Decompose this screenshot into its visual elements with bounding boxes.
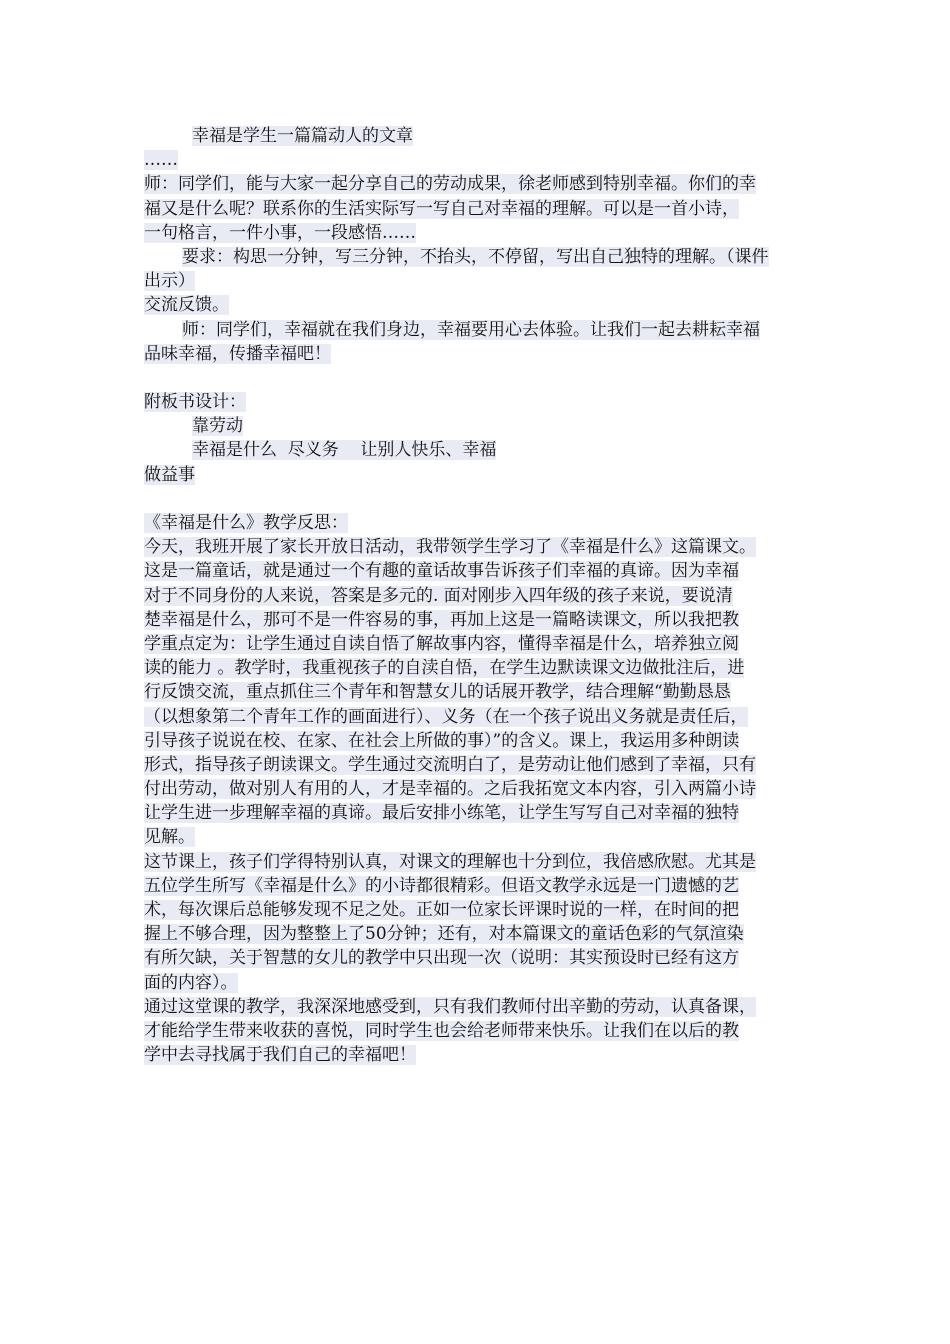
paragraph-line: 让学生进一步理解幸福的真谛。最后安排小练笔，让学生写写自己对幸福的独特 [144,803,739,824]
board-line: 幸福是什么 尽义务 让别人快乐、幸福 [192,440,497,461]
ellipsis-line: …… [144,150,178,171]
paragraph-line: 通过这堂课的教学，我深深地感受到，只有我们教师付出辛勤的劳动，认真备课， [144,996,756,1017]
paragraph-line: 楚幸福是什么，那可不是一件容易的事，再加上这是一篇略读课文，所以我把教 [144,609,739,630]
spacer [144,366,814,390]
paragraph-line: 才能给学生带来收获的喜悦，同时学生也会给老师带来快乐。让我们在以后的教 [144,1020,739,1041]
paragraph-line: 面的内容）。 [144,972,238,993]
paragraph-line: 这是一篇童话，就是通过一个有趣的童话故事告诉孩子们幸福的真谛。因为幸福 [144,561,739,582]
paragraph-line: 引导孩子说说在校、在家、在社会上所做的事）”的含义。课上，我运用多种朗读 [144,730,740,751]
paragraph-line: 师：同学们，能与大家一起分享自己的劳动成果，徐老师感到特别幸福。你们的幸 [144,174,756,195]
reflection-heading: 《幸福是什么》教学反思： [144,513,348,533]
paragraph-line: 见解。 [144,827,195,848]
paragraph-line: 品味幸福，传播幸福吧！ [144,343,331,364]
paragraph-line: 福又是什么呢？联系你的生活实际写一写自己对幸福的理解。可以是一首小诗， [144,198,739,219]
document-page [144,124,814,1067]
paragraph-line: 要求：构思一分钟，写三分钟，不抬头，不停留，写出自己独特的理解。（课件 [182,246,769,267]
paragraph-line: 一句格言，一件小事，一段感悟…… [144,222,416,243]
paragraph-line: 行反馈交流，重点抓住三个青年和智慧女儿的话展开教学，结合理解“勤勤恳恳 [144,682,731,703]
paragraph-line: 形式，指导孩子朗读课文。学生通过交流明白了，是劳动让他们感到了幸福，只有 [144,754,756,775]
paragraph-line: 师：同学们，幸福就在我们身边，幸福要用心去体验。让我们一起去耕耘幸福 [182,319,760,340]
board-line: 靠劳动 [192,416,243,437]
paragraph-line: 术，每次课后总能够发现不足之处。正如一位家长评课时说的一样，在时间的把 [144,900,739,920]
paragraph-line: 对于不同身份的人来说，答案是多元的. 面对刚步入四年级的孩子来说，要说清 [144,585,733,606]
paragraph-line: 五位学生所写《幸福是什么》的小诗都很精彩。但语文教学永远是一门遗憾的艺 [144,875,739,896]
spacer [144,487,814,511]
paragraph-line: 这节课上，孩子们学得特别认真，对课文的理解也十分到位，我倍感欣慰。尤其是 [144,851,756,872]
paragraph-line: 有所欠缺，关于智慧的女儿的教学中只出现一次（说明：其实预设时已经有这方 [144,948,739,969]
feedback-line: 交流反馈。 [144,295,229,316]
paragraph-line: 出示） [144,271,195,292]
paragraph-line: （以想象第二个青年工作的画面进行）、义务（在一个孩子说出义务就是责任后， [144,706,748,727]
board-heading: 附板书设计： [144,392,246,413]
paragraph-line: 读的能力 。教学时，我重视孩子的自渎自悟，在学生边默读课文边做批注后，进 [144,658,745,679]
paragraph-line: 握上不够合理，因为整整上了50分钟；还有，对本篇课文的童话色彩的气氛渲染 [144,924,744,945]
section-title: 幸福是学生一篇篇动人的文章 [192,126,413,146]
paragraph-line: 付出劳动，做对别人有用的人，才是幸福的。之后我拓宽文本内容，引入两篇小诗 [144,779,756,800]
paragraph-line: 今天，我班开展了家长开放日活动，我带领学生学习了《幸福是什么》这篇课文。 [144,537,756,558]
paragraph-line: 学中去寻找属于我们自己的幸福吧！ [144,1045,416,1066]
board-line: 做益事 [144,464,195,485]
paragraph-line: 学重点定为：让学生通过自读自悟了解故事内容，懂得幸福是什么，培养独立阅 [144,633,739,654]
